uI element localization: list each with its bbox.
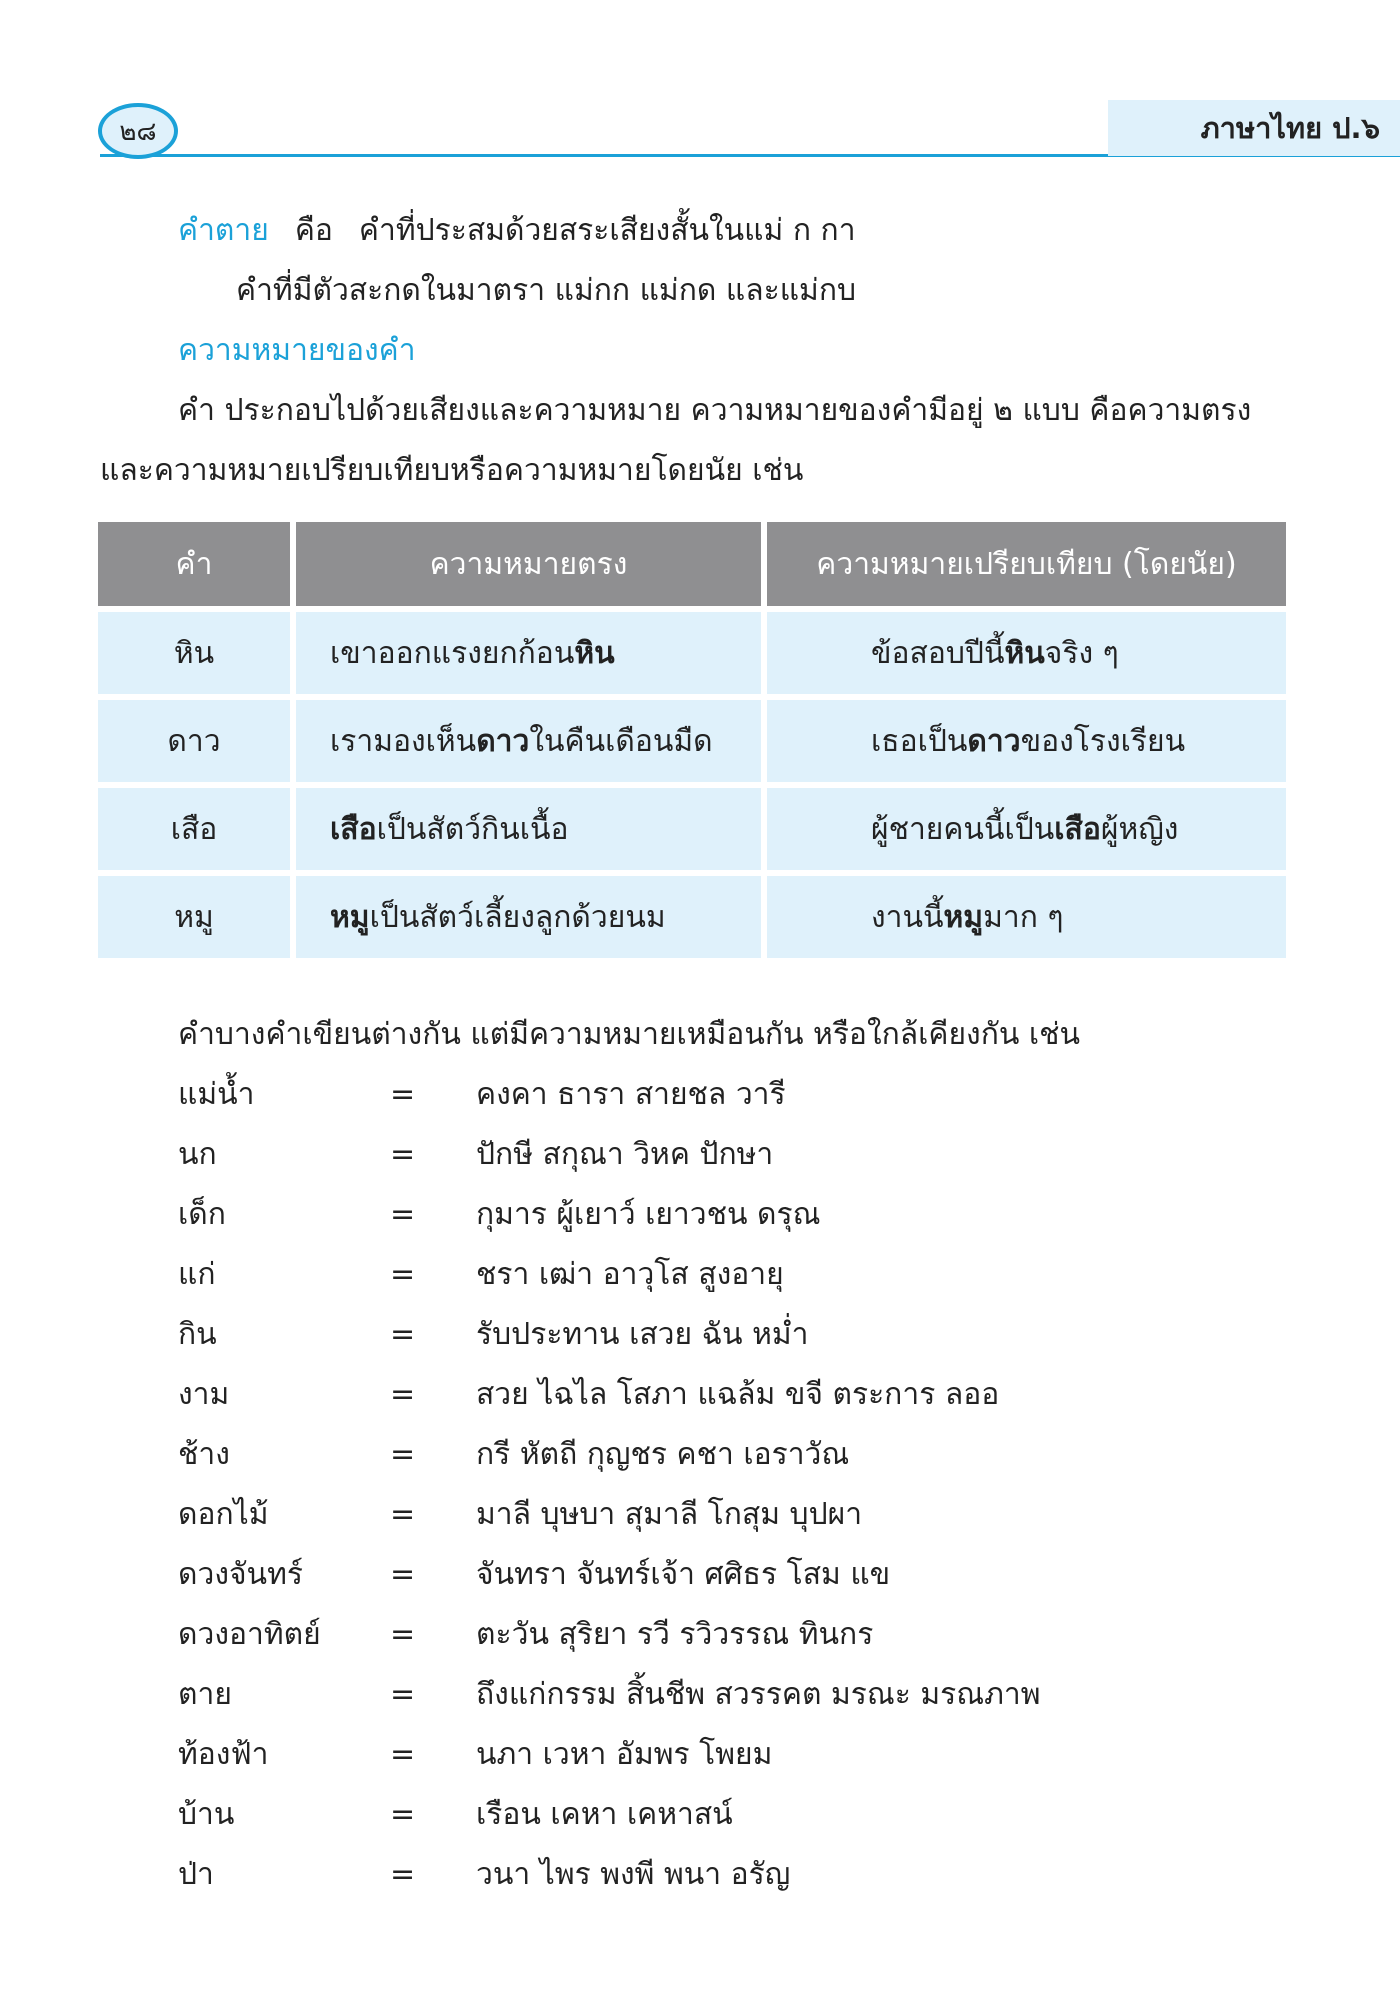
paragraph-line-2: และความหมายเปรียบเทียบหรือความหมายโดยนัย เช่น [100, 453, 804, 488]
table-row [98, 612, 1286, 694]
list-item [178, 1314, 809, 1356]
synonym-values: สวย ไฉไล โสภา แฉล้ม ขจี ตระการ ลออ [476, 1377, 1000, 1412]
highlight-word: หมู [330, 899, 370, 935]
table-header-row [98, 522, 1286, 606]
table-row [98, 788, 1286, 870]
synonym-word: ดอกไม้ [178, 1497, 269, 1532]
cell-word: เสือ [98, 788, 290, 870]
synonyms-intro: คำบางคำเขียนต่างกัน แต่มีความหมายเหมือนกัน หรือใกล้เคียงกัน เช่น [178, 1017, 1081, 1052]
cell-figurative [767, 612, 1286, 694]
text: ข้อสอบปีนี้ [871, 635, 1005, 671]
definition-is: คือ [294, 213, 333, 248]
equals-sign: = [390, 1317, 416, 1352]
synonym-values: ถึงแก่กรรม สิ้นชีพ สวรรคต มรณะ มรณภาพ [476, 1677, 1041, 1712]
synonym-word: นก [178, 1137, 217, 1172]
cell-word: ดาว [98, 700, 290, 782]
synonym-values: รับประทาน เสวย ฉัน หม่ำ [476, 1317, 809, 1352]
synonym-word: ท้องฟ้า [178, 1737, 269, 1772]
list-item [178, 1074, 786, 1116]
equals-sign: = [390, 1497, 416, 1532]
cell-literal [296, 612, 761, 694]
definition-line-1 [178, 210, 856, 252]
table-row [98, 700, 1286, 782]
synonym-word: แก่ [178, 1257, 216, 1292]
list-item [178, 1494, 862, 1536]
synonym-word: ตาย [178, 1677, 232, 1712]
list-item [178, 1794, 733, 1836]
text: จริง ๆ [1044, 635, 1119, 671]
header-literal: ความหมายตรง [296, 522, 761, 606]
highlight-word: หมู [943, 899, 984, 935]
table-row [98, 876, 1286, 958]
section-heading: ความหมายของคำ [178, 333, 416, 368]
text: เป็นสัตว์กินเนื้อ [376, 811, 569, 847]
list-item [178, 1374, 999, 1416]
cell-literal [296, 700, 761, 782]
equals-sign: = [390, 1797, 416, 1832]
synonym-word: เด็ก [178, 1197, 226, 1232]
text: งานนี้ [871, 899, 944, 935]
synonym-word: ดวงจันทร์ [178, 1557, 303, 1592]
equals-sign: = [390, 1617, 416, 1652]
list-item [178, 1854, 790, 1896]
synonym-values: จันทรา จันทร์เจ้า ศศิธร โสม แข [476, 1557, 891, 1592]
highlight-word: ดาว [476, 723, 530, 759]
equals-sign: = [390, 1377, 416, 1412]
list-item [178, 1134, 773, 1176]
equals-sign: = [390, 1857, 416, 1892]
equals-sign: = [390, 1737, 416, 1772]
synonym-values: ตะวัน สุริยา รวี รวิวรรณ ทินกร [476, 1617, 874, 1652]
definition-line-2: คำที่มีตัวสะกดในมาตรา แม่กก แม่กด และแม่กบ [236, 273, 857, 308]
cell-word: หมู [98, 876, 290, 958]
highlight-word: ดาว [967, 723, 1021, 759]
equals-sign: = [390, 1677, 416, 1712]
definition-text-1: คำที่ประสมด้วยสระเสียงสั้นในแม่ ก กา [358, 213, 856, 248]
text: เขาออกแรงยกก้อน [330, 635, 575, 671]
synonym-values: ชรา เฒ่า อาวุโส สูงอายุ [476, 1257, 784, 1292]
equals-sign: = [390, 1197, 416, 1232]
list-item [178, 1254, 784, 1296]
cell-figurative [767, 876, 1286, 958]
text: เรามองเห็น [330, 723, 477, 759]
list-item [178, 1614, 873, 1656]
synonym-values: คงคา ธารา สายชล วารี [476, 1077, 786, 1112]
list-item [178, 1734, 772, 1776]
list-item [178, 1434, 849, 1476]
text: ของโรงเรียน [1020, 723, 1186, 759]
cell-figurative [767, 788, 1286, 870]
meaning-table [92, 516, 1292, 964]
cell-word: หิน [98, 612, 290, 694]
header-word: คำ [98, 522, 290, 606]
highlight-word: หิน [574, 635, 615, 671]
synonym-word: บ้าน [178, 1797, 235, 1832]
cell-figurative [767, 700, 1286, 782]
synonym-word: กิน [178, 1317, 217, 1352]
text: ในคืนเดือนมืด [529, 723, 713, 759]
book-title: ภาษาไทย ป.๖ [1108, 100, 1400, 156]
synonym-values: เรือน เคหา เคหาสน์ [476, 1797, 733, 1832]
equals-sign: = [390, 1077, 416, 1112]
synonym-word: ช้าง [178, 1437, 230, 1472]
synonym-word: ป่า [178, 1857, 214, 1892]
paragraph-line-1: คำ ประกอบไปด้วยเสียงและความหมาย ความหมายของคำมีอยู่ ๒ แบบ คือความตรง [178, 393, 1252, 428]
definition-term: คำตาย [178, 213, 269, 248]
synonym-word: ดวงอาทิตย์ [178, 1617, 321, 1652]
highlight-word: เสือ [330, 811, 377, 847]
page-number: ๒๘ [119, 116, 157, 147]
synonym-values: นภา เวหา อัมพร โพยม [476, 1737, 773, 1772]
equals-sign: = [390, 1437, 416, 1472]
list-item [178, 1674, 1040, 1716]
synonym-values: วนา ไพร พงพี พนา อรัญ [476, 1857, 791, 1892]
list-item [178, 1194, 820, 1236]
synonym-values: ปักษี สกุณา วิหค ปักษา [476, 1137, 774, 1172]
text: เธอเป็น [871, 723, 968, 759]
synonym-values: มาลี บุษบา สุมาลี โกสุม บุปผา [476, 1497, 863, 1532]
text: มาก ๆ [983, 899, 1064, 935]
header-figurative: ความหมายเปรียบเทียบ (โดยนัย) [767, 522, 1286, 606]
list-item [178, 1554, 890, 1596]
text: ผู้ชายคนนี้เป็น [871, 811, 1055, 847]
highlight-word: หิน [1004, 635, 1045, 671]
equals-sign: = [390, 1137, 416, 1172]
cell-literal [296, 788, 761, 870]
highlight-word: เสือ [1054, 811, 1101, 847]
synonym-word: แม่น้ำ [178, 1077, 255, 1112]
text: เป็นสัตว์เลี้ยงลูกด้วยนม [369, 899, 666, 935]
equals-sign: = [390, 1257, 416, 1292]
text: ผู้หญิง [1100, 811, 1179, 847]
synonym-values: กุมาร ผู้เยาว์ เยาวชน ดรุณ [476, 1197, 821, 1232]
cell-literal [296, 876, 761, 958]
synonym-word: งาม [178, 1377, 230, 1412]
page-number-badge [98, 103, 178, 159]
equals-sign: = [390, 1557, 416, 1592]
synonym-values: กรี หัตถี กุญชร คชา เอราวัณ [476, 1437, 850, 1472]
